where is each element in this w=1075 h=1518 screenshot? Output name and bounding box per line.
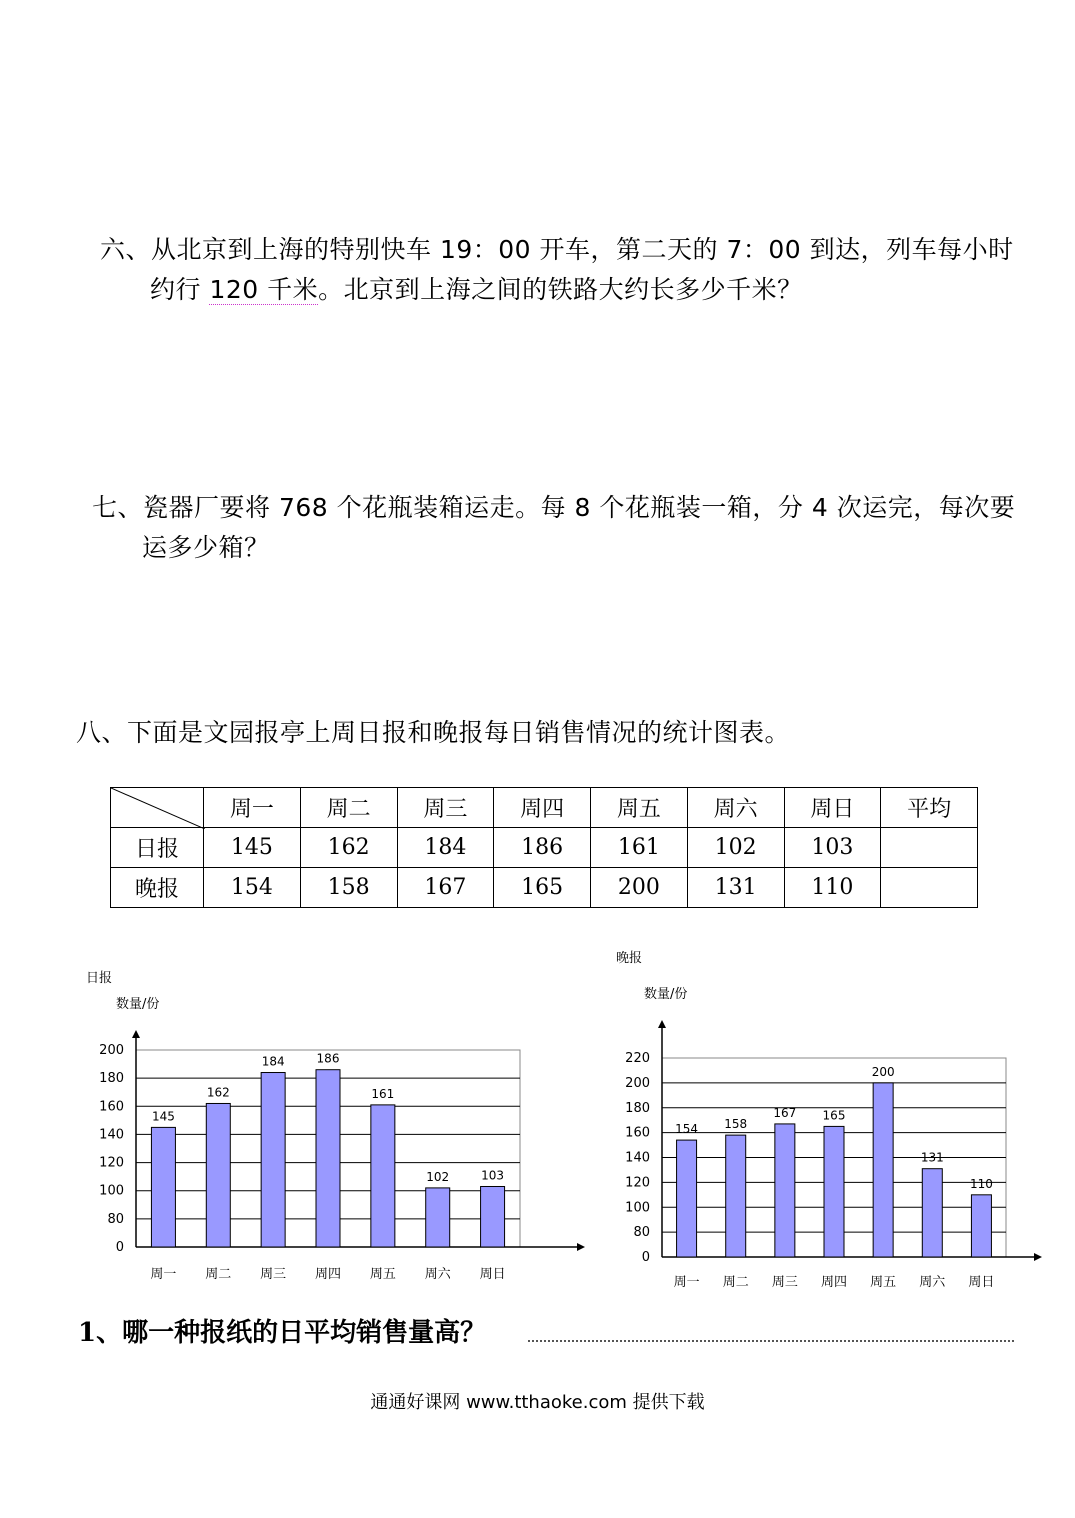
- x-tick-label: 周日: [968, 1275, 995, 1290]
- question-7-line-2: 运多少箱？: [142, 533, 270, 562]
- bar: [316, 1070, 340, 1247]
- table-header: 周二: [300, 788, 397, 828]
- chart-title: 晚报: [616, 951, 643, 966]
- table-cell: 145: [204, 828, 301, 868]
- x-tick-label: 周四: [820, 1275, 848, 1290]
- y-tick-label: 140: [625, 1150, 650, 1166]
- table-row: [111, 868, 978, 908]
- bar: [426, 1188, 450, 1247]
- evening-paper-chart: [610, 940, 1060, 1290]
- bar: [677, 1140, 697, 1257]
- y-tick-label: 80: [633, 1225, 650, 1241]
- x-tick-label: 周二: [722, 1275, 749, 1290]
- table-header-row: [111, 788, 978, 828]
- bar: [922, 1169, 942, 1257]
- x-tick-label: 周四: [314, 1267, 342, 1282]
- bar: [371, 1105, 395, 1247]
- row-label: 晚报: [111, 868, 204, 908]
- bar: [824, 1126, 844, 1257]
- y-tick-label: 140: [99, 1127, 124, 1143]
- y-axis-arrow: [132, 1030, 140, 1038]
- table-cell: 162: [300, 828, 397, 868]
- x-tick-label: 周一: [673, 1275, 700, 1290]
- data-label: 154: [675, 1122, 699, 1137]
- table-header: 周一: [204, 788, 301, 828]
- table-cell: 131: [687, 868, 784, 908]
- sales-table: [110, 787, 978, 908]
- table-cell: 184: [397, 828, 494, 868]
- table-cell: 200: [591, 868, 688, 908]
- data-label: 161: [371, 1086, 395, 1101]
- data-label: 145: [151, 1109, 175, 1124]
- x-tick-label: 周六: [424, 1267, 451, 1282]
- question-6: [100, 230, 1014, 310]
- data-label: 131: [920, 1150, 944, 1165]
- x-tick-label: 周日: [479, 1267, 506, 1282]
- y-axis-label: 数量/份: [116, 997, 160, 1012]
- bar: [775, 1124, 795, 1257]
- x-tick-label: 周三: [771, 1275, 798, 1290]
- table-cell: 165: [494, 868, 591, 908]
- data-label: 165: [822, 1108, 846, 1123]
- y-tick-label: 200: [99, 1043, 124, 1058]
- table-row: [111, 828, 978, 868]
- y-tick-label: 180: [625, 1100, 650, 1116]
- data-label: 186: [316, 1051, 340, 1066]
- chart-title: 日报: [86, 971, 113, 986]
- bar: [206, 1103, 230, 1247]
- question-6-line-1: 六、从北京到上海的特别快车 19：00 开车，第二天的 7：00 到达，列车每小时: [100, 235, 1014, 264]
- y-axis-label: 数量/份: [644, 987, 688, 1002]
- table-header: 周五: [591, 788, 688, 828]
- y-tick-label: 200: [625, 1075, 650, 1091]
- y-tick-label: 160: [99, 1099, 124, 1115]
- x-tick-label: 周五: [369, 1267, 396, 1282]
- average-cell[interactable]: [881, 828, 978, 868]
- y-tick-label: 100: [625, 1200, 650, 1216]
- table-corner-cell: [111, 788, 204, 828]
- data-label: 158: [724, 1117, 748, 1132]
- table-header: 周三: [397, 788, 494, 828]
- data-label: 102: [426, 1169, 450, 1184]
- question-8-title: 八、下面是文园报亭上周日报和晚报每日销售情况的统计图表。: [76, 718, 791, 747]
- question-7-line-1: 七、瓷器厂要将 768 个花瓶装箱运走。每 8 个花瓶装一箱，分 4 次运完，每次要: [92, 493, 1016, 522]
- sub-question-1: 1、哪一种报纸的日平均销售量高？: [78, 1318, 487, 1348]
- y-tick-label: 80: [107, 1211, 124, 1227]
- data-label: 200: [871, 1064, 895, 1079]
- x-tick-label: 周五: [870, 1275, 897, 1290]
- x-tick-label: 周六: [919, 1275, 946, 1290]
- y-axis-arrow: [658, 1020, 666, 1028]
- data-label: 103: [481, 1168, 505, 1183]
- question-6-line-2: 约行 120 千米。北京到上海之间的铁路大约长多少千米？: [150, 275, 803, 304]
- bar: [261, 1073, 285, 1247]
- y-tick-label: 0: [115, 1240, 124, 1255]
- y-tick-label: 120: [99, 1155, 124, 1171]
- diagonal-line: [111, 788, 205, 829]
- table-cell: 186: [494, 828, 591, 868]
- table-cell: 103: [784, 828, 881, 868]
- table-cell: 110: [784, 868, 881, 908]
- y-tick-label: 160: [625, 1125, 650, 1141]
- data-label: 184: [261, 1054, 285, 1069]
- x-axis-arrow: [1034, 1253, 1042, 1261]
- x-axis-arrow: [577, 1243, 585, 1251]
- data-label: 167: [773, 1105, 797, 1120]
- question-7: [92, 488, 1015, 568]
- row-label: 日报: [111, 828, 204, 868]
- y-tick-label: 0: [641, 1250, 650, 1265]
- table-cell: 167: [397, 868, 494, 908]
- x-tick-label: 周一: [150, 1267, 177, 1282]
- table-header: 周四: [494, 788, 591, 828]
- table-cell: 102: [687, 828, 784, 868]
- table-header: 周日: [784, 788, 881, 828]
- y-tick-label: 100: [99, 1183, 124, 1199]
- average-cell[interactable]: [881, 868, 978, 908]
- bar: [873, 1083, 893, 1257]
- x-tick-label: 周三: [260, 1267, 287, 1282]
- bar: [726, 1135, 746, 1257]
- table-header: 周六: [687, 788, 784, 828]
- data-label: 110: [969, 1176, 993, 1191]
- bar: [481, 1186, 505, 1247]
- y-tick-label: 180: [99, 1071, 124, 1087]
- footer-credit: 通通好课网 www.tthaoke.com 提供下载: [370, 1392, 705, 1413]
- x-tick-label: 周二: [205, 1267, 232, 1282]
- table-cell: 158: [300, 868, 397, 908]
- underlined-distance: 120 千米: [209, 275, 319, 304]
- y-tick-label: 220: [625, 1051, 650, 1066]
- table-cell: 161: [591, 828, 688, 868]
- bar: [151, 1127, 175, 1247]
- table-header: 平均: [881, 788, 978, 828]
- daily-paper-chart: [80, 960, 600, 1290]
- bar: [971, 1195, 991, 1257]
- table-cell: 154: [204, 868, 301, 908]
- y-tick-label: 120: [625, 1175, 650, 1191]
- data-label: 162: [206, 1085, 230, 1100]
- answer-line[interactable]: [528, 1340, 1014, 1342]
